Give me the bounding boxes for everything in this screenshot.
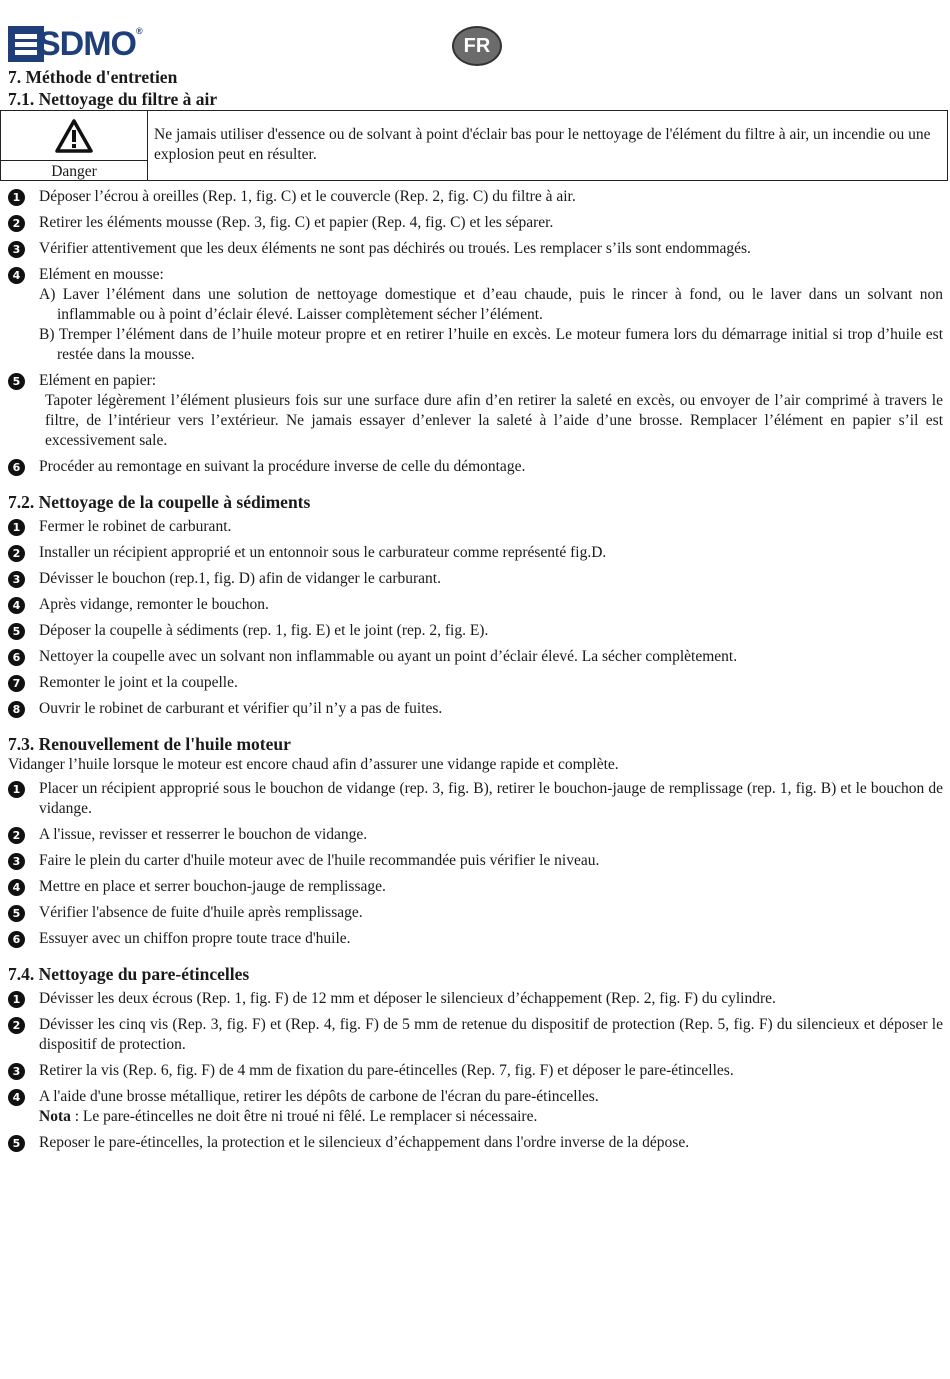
list-item: 2 A l'issue, revisser et resserrer le bouchon de vidange. — [8, 825, 943, 845]
list-item: 4 Elément en mousse: — [8, 265, 943, 285]
number-badge: 4 — [8, 597, 25, 614]
danger-label: Danger — [1, 160, 147, 183]
oil-change-intro: Vidanger l’huile lorsque le moteur est encore chaud afin d’assurer une vidange rapide et complète. — [8, 756, 619, 773]
number-badge: 4 — [8, 267, 25, 284]
list-item: 3 Faire le plein du carter d'huile moteur avec de l'huile recommandée puis vérifier le niveau. — [8, 851, 943, 871]
paper-instructions: Tapoter légèrement l’élément plusieurs fois sur une surface dure afin d’en retirer la saleté en excès, ou envoyer de l’air comprimé à travers le filtre, de l’intérieur vers l’extérieur. Ne jamais essayer d’enlever la saleté à l’aide d’une brosse. Remplacer l’élément en papier s’il est excessivement sale. — [45, 392, 943, 449]
number-badge: 6 — [8, 931, 25, 948]
number-badge: 4 — [8, 879, 25, 896]
note-text: : Le pare-étincelles ne doit être ni troué ni fêlé. Le remplacer si nécessaire. — [70, 1108, 538, 1125]
list-item: 3 Vérifier attentivement que les deux éléments ne sont pas déchirés ou troués. Les remplacer s’ils sont endommagés. — [8, 239, 943, 259]
page-header — [0, 0, 950, 66]
note-label: Nota — [39, 1108, 71, 1125]
list-item: 5 Déposer la coupelle à sédiments (rep. 1, fig. E) et le joint (rep. 2, fig. E). — [8, 621, 943, 641]
number-badge: 5 — [8, 1135, 25, 1152]
list-item: 3 Retirer la vis (Rep. 6, fig. F) de 4 mm de fixation du pare-étincelles (Rep. 7, fig. F) et déposer le pare-étincelles. — [8, 1061, 943, 1081]
number-badge: 5 — [8, 623, 25, 640]
registered-mark: ® — [136, 26, 142, 36]
subsection-title-7-3: 7.3. Renouvellement de l'huile moteur — [8, 734, 291, 754]
list-item: 8 Ouvrir le robinet de carburant et vérifier qu’il n’y a pas de fuites. — [8, 699, 943, 719]
number-badge: 5 — [8, 373, 25, 390]
foam-step-a: A) Laver l’élément dans une solution de nettoyage domestique et d’eau chaude, puis le rincer à fond, ou le laver dans un solvant non inflammable ou à point d’éclair élevé. Laisser complètement sécher l’élément. — [39, 286, 943, 323]
danger-text: Ne jamais utiliser d'essence ou de solvant à point d'éclair bas pour le nettoyage de l'élément du filtre à air, un incendie ou une explosion peut en résulter. — [154, 126, 931, 163]
list-item: 7 Remonter le joint et la coupelle. — [8, 673, 943, 693]
number-badge: 2 — [8, 1017, 25, 1034]
number-badge: 4 — [8, 1089, 25, 1106]
list-item: 6 Essuyer avec un chiffon propre toute trace d'huile. — [8, 929, 943, 949]
subsection-title-7-2: 7.2. Nettoyage de la coupelle à sédiments — [8, 492, 311, 512]
list-item: 4 A l'aide d'une brosse métallique, retirer les dépôts de carbone de l'écran du pare-étincelles. Nota : Le pare-étincelles ne doit être ni troué ni fêlé. Le remplacer si nécessaire. — [8, 1087, 943, 1127]
number-badge: 2 — [8, 827, 25, 844]
list-item: 5 Elément en papier: — [8, 371, 943, 391]
list-item: 4 Mettre en place et serrer bouchon-jauge de remplissage. — [8, 877, 943, 897]
number-badge: 2 — [8, 215, 25, 232]
list-item: 2 Dévisser les cinq vis (Rep. 3, fig. F) et (Rep. 4, fig. F) de 5 mm de retenue du dispositif de protection (Rep. 5, fig. F) du silencieux et déposer le dispositif de protection. — [8, 1015, 943, 1055]
logo-text: SDMO — [38, 25, 136, 63]
list-item: 5 Reposer le pare-étincelles, la protection et le silencieux d’échappement dans l'ordre inverse de la dépose. — [8, 1133, 943, 1153]
number-badge: 2 — [8, 545, 25, 562]
list-item: 1 Déposer l’écrou à oreilles (Rep. 1, fig. C) et le couvercle (Rep. 2, fig. C) du filtre à air. — [8, 187, 943, 207]
list-item: 6 Nettoyer la coupelle avec un solvant non inflammable ou ayant un point d’éclair élevé. La sécher complètement. — [8, 647, 943, 667]
list-item: 2 Installer un récipient approprié et un entonnoir sous le carburateur comme représenté fig.D. — [8, 543, 943, 563]
number-badge: 1 — [8, 189, 25, 206]
list-item: 6 Procéder au remontage en suivant la procédure inverse de celle du démontage. — [8, 457, 943, 477]
warning-triangle-icon — [55, 119, 93, 153]
number-badge: 1 — [8, 781, 25, 798]
number-badge: 8 — [8, 701, 25, 718]
number-badge: 5 — [8, 905, 25, 922]
number-badge: 6 — [8, 459, 25, 476]
number-badge: 3 — [8, 853, 25, 870]
list-item: 2 Retirer les éléments mousse (Rep. 3, fig. C) et papier (Rep. 4, fig. C) et les séparer. — [8, 213, 943, 233]
number-badge: 3 — [8, 1063, 25, 1080]
subsection-title-7-4: 7.4. Nettoyage du pare-étincelles — [8, 964, 250, 984]
note — [39, 1108, 537, 1125]
section-title: 7. Méthode d'entretien — [8, 67, 178, 87]
language-badge: FR — [452, 26, 502, 66]
foam-steps — [8, 285, 943, 365]
danger-notice — [0, 110, 948, 181]
list-item: 1 Placer un récipient approprié sous le bouchon de vidange (rep. 3, fig. B), retirer le bouchon-jauge de remplissage (rep. 1, fig. B) et le bouchon de vidange. — [8, 779, 943, 819]
number-badge: 3 — [8, 241, 25, 258]
list-item: 3 Dévisser le bouchon (rep.1, fig. D) afin de vidanger le carburant. — [8, 569, 943, 589]
number-badge: 6 — [8, 649, 25, 666]
sdmo-logo — [8, 24, 148, 64]
list-item: 4 Après vidange, remonter le bouchon. — [8, 595, 943, 615]
foam-step-b: B) Tremper l’élément dans de l’huile moteur propre et en retirer l’huile en excès. Le moteur fumera lors du démarrage initial si trop d’huile est restée dans la mousse. — [39, 326, 943, 363]
list-item: 5 Vérifier l'absence de fuite d'huile après remplissage. — [8, 903, 943, 923]
number-badge: 7 — [8, 675, 25, 692]
subsection-title-7-1: 7.1. Nettoyage du filtre à air — [8, 89, 218, 109]
list-item: 1 Dévisser les deux écrous (Rep. 1, fig. F) de 12 mm et déposer le silencieux d’échappement (Rep. 2, fig. F) du cylindre. — [8, 989, 943, 1009]
number-badge: 1 — [8, 991, 25, 1008]
document-body — [8, 66, 943, 1153]
number-badge: 1 — [8, 519, 25, 536]
number-badge: 3 — [8, 571, 25, 588]
list-item: 1 Fermer le robinet de carburant. — [8, 517, 943, 537]
